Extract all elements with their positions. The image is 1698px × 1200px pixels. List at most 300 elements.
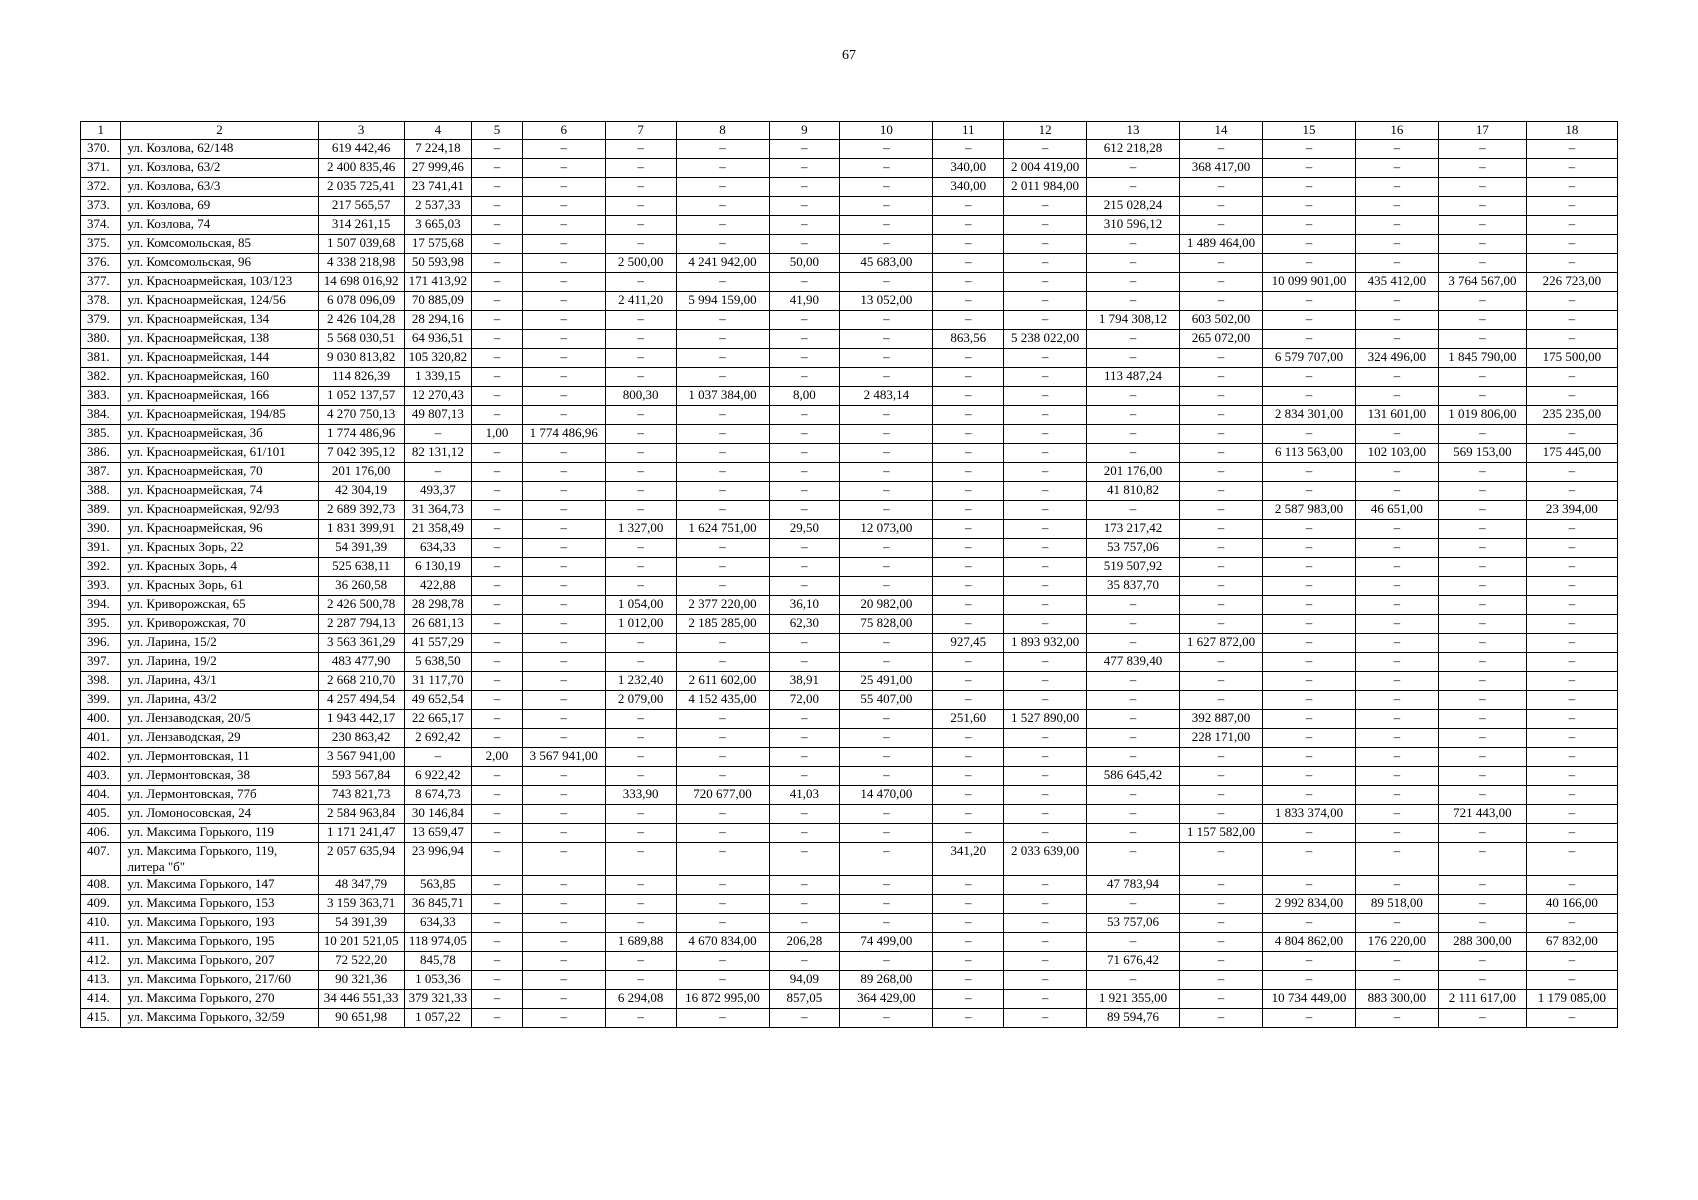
value-cell: –: [840, 710, 933, 729]
row-number: 402.: [81, 748, 121, 767]
value-cell: –: [1355, 387, 1438, 406]
value-cell: –: [769, 895, 840, 914]
value-cell: –: [1004, 824, 1087, 843]
table-body: [81, 122, 1618, 1028]
value-cell: –: [769, 216, 840, 235]
value-cell: 340,00: [933, 178, 1004, 197]
row-number: 382.: [81, 368, 121, 387]
table-row: [81, 197, 1618, 216]
value-cell: –: [522, 216, 605, 235]
table-row: [81, 235, 1618, 254]
value-cell: 340,00: [933, 159, 1004, 178]
value-cell: 38,91: [769, 672, 840, 691]
value-cell: 863,56: [933, 330, 1004, 349]
value-cell: –: [1180, 615, 1263, 634]
value-cell: –: [1355, 311, 1438, 330]
value-cell: –: [676, 577, 769, 596]
value-cell: 1 845 790,00: [1438, 349, 1526, 368]
value-cell: 50,00: [769, 254, 840, 273]
value-cell: –: [605, 178, 676, 197]
table-row: [81, 349, 1618, 368]
value-cell: –: [605, 876, 676, 895]
value-cell: –: [1180, 368, 1263, 387]
row-number: 415.: [81, 1009, 121, 1028]
value-cell: –: [522, 1009, 605, 1028]
value-cell: –: [522, 971, 605, 990]
table-row: [81, 520, 1618, 539]
value-cell: 341,20: [933, 843, 1004, 876]
value-cell: –: [472, 292, 523, 311]
value-cell: –: [933, 914, 1004, 933]
value-cell: –: [522, 197, 605, 216]
value-cell: –: [676, 843, 769, 876]
column-header: 3: [318, 122, 404, 140]
value-cell: –: [676, 653, 769, 672]
value-cell: –: [676, 235, 769, 254]
value-cell: 2 692,42: [404, 729, 472, 748]
value-cell: –: [933, 805, 1004, 824]
value-cell: –: [1355, 539, 1438, 558]
value-cell: 422,88: [404, 577, 472, 596]
value-cell: –: [472, 843, 523, 876]
value-cell: –: [769, 558, 840, 577]
value-cell: –: [522, 349, 605, 368]
value-cell: –: [1526, 824, 1617, 843]
value-cell: –: [1180, 140, 1263, 159]
value-cell: 1 774 486,96: [522, 425, 605, 444]
value-cell: –: [1004, 653, 1087, 672]
table-row: [81, 914, 1618, 933]
value-cell: –: [1004, 767, 1087, 786]
value-cell: –: [1004, 786, 1087, 805]
value-cell: –: [1087, 425, 1180, 444]
value-cell: –: [1087, 634, 1180, 653]
value-cell: 6 078 096,09: [318, 292, 404, 311]
value-cell: –: [840, 444, 933, 463]
value-cell: 2 500,00: [605, 254, 676, 273]
row-number: 409.: [81, 895, 121, 914]
value-cell: –: [1526, 292, 1617, 311]
table-row: [81, 558, 1618, 577]
column-header: 7: [605, 122, 676, 140]
value-cell: 94,09: [769, 971, 840, 990]
value-cell: –: [1180, 767, 1263, 786]
value-cell: –: [1180, 672, 1263, 691]
value-cell: 1 833 374,00: [1262, 805, 1355, 824]
column-header: 15: [1262, 122, 1355, 140]
value-cell: –: [1004, 876, 1087, 895]
value-cell: 612 218,28: [1087, 140, 1180, 159]
address-cell: ул. Максима Горького, 207: [121, 952, 318, 971]
address-cell: ул. Красных Зорь, 22: [121, 539, 318, 558]
value-cell: –: [1526, 387, 1617, 406]
value-cell: –: [769, 235, 840, 254]
value-cell: –: [1355, 577, 1438, 596]
value-cell: –: [676, 368, 769, 387]
table-row: [81, 330, 1618, 349]
value-cell: 2 057 635,94: [318, 843, 404, 876]
value-cell: –: [933, 767, 1004, 786]
value-cell: –: [840, 463, 933, 482]
value-cell: –: [933, 368, 1004, 387]
value-cell: –: [1004, 615, 1087, 634]
value-cell: 230 863,42: [318, 729, 404, 748]
value-cell: –: [605, 311, 676, 330]
value-cell: –: [1180, 425, 1263, 444]
value-cell: –: [605, 767, 676, 786]
row-number: 406.: [81, 824, 121, 843]
value-cell: 113 487,24: [1087, 368, 1180, 387]
value-cell: 392 887,00: [1180, 710, 1263, 729]
value-cell: –: [1180, 254, 1263, 273]
value-cell: 603 502,00: [1180, 311, 1263, 330]
value-cell: 6 294,08: [605, 990, 676, 1009]
value-cell: –: [676, 273, 769, 292]
value-cell: 12 073,00: [840, 520, 933, 539]
value-cell: 54 391,39: [318, 539, 404, 558]
value-cell: 23 996,94: [404, 843, 472, 876]
value-cell: 6 113 563,00: [1262, 444, 1355, 463]
value-cell: –: [840, 914, 933, 933]
value-cell: –: [933, 235, 1004, 254]
value-cell: –: [1355, 914, 1438, 933]
value-cell: –: [1262, 425, 1355, 444]
table-row: [81, 368, 1618, 387]
value-cell: 6 130,19: [404, 558, 472, 577]
value-cell: –: [1004, 235, 1087, 254]
value-cell: –: [1087, 501, 1180, 520]
value-cell: 114 826,39: [318, 368, 404, 387]
value-cell: 721 443,00: [1438, 805, 1526, 824]
value-cell: –: [1355, 178, 1438, 197]
value-cell: –: [1526, 843, 1617, 876]
value-cell: –: [1438, 463, 1526, 482]
row-number: 412.: [81, 952, 121, 971]
value-cell: –: [1526, 254, 1617, 273]
value-cell: –: [1438, 824, 1526, 843]
value-cell: –: [1262, 216, 1355, 235]
value-cell: –: [1262, 292, 1355, 311]
address-cell: ул. Красноармейская, 134: [121, 311, 318, 330]
value-cell: 1 054,00: [605, 596, 676, 615]
table-row: [81, 805, 1618, 824]
value-cell: –: [1004, 914, 1087, 933]
row-number: 375.: [81, 235, 121, 254]
value-cell: –: [1526, 691, 1617, 710]
value-cell: 2 377 220,00: [676, 596, 769, 615]
value-cell: –: [933, 197, 1004, 216]
value-cell: –: [1087, 292, 1180, 311]
table-row: [81, 178, 1618, 197]
value-cell: –: [1355, 615, 1438, 634]
table-row: [81, 444, 1618, 463]
value-cell: –: [1438, 748, 1526, 767]
column-header: 1: [81, 122, 121, 140]
value-cell: 569 153,00: [1438, 444, 1526, 463]
value-cell: –: [1087, 254, 1180, 273]
value-cell: –: [605, 140, 676, 159]
table-row: [81, 952, 1618, 971]
table-row: [81, 1009, 1618, 1028]
value-cell: 2 668 210,70: [318, 672, 404, 691]
value-cell: 47 783,94: [1087, 876, 1180, 895]
value-cell: –: [1355, 672, 1438, 691]
value-cell: –: [472, 805, 523, 824]
value-cell: 1 057,22: [404, 1009, 472, 1028]
value-cell: –: [1087, 971, 1180, 990]
value-cell: 26 681,13: [404, 615, 472, 634]
address-cell: ул. Красноармейская, 96: [121, 520, 318, 539]
value-cell: –: [676, 748, 769, 767]
value-cell: –: [605, 653, 676, 672]
value-cell: –: [1004, 596, 1087, 615]
value-cell: 2 185 285,00: [676, 615, 769, 634]
value-cell: –: [1180, 596, 1263, 615]
value-cell: 55 407,00: [840, 691, 933, 710]
value-cell: –: [1438, 895, 1526, 914]
value-cell: –: [605, 444, 676, 463]
value-cell: 41,90: [769, 292, 840, 311]
table-row: [81, 387, 1618, 406]
value-cell: –: [840, 653, 933, 672]
value-cell: –: [472, 1009, 523, 1028]
value-cell: 90 321,36: [318, 971, 404, 990]
value-cell: –: [522, 786, 605, 805]
value-cell: –: [1526, 748, 1617, 767]
value-cell: –: [522, 933, 605, 952]
value-cell: 1 831 399,91: [318, 520, 404, 539]
value-cell: –: [1355, 843, 1438, 876]
value-cell: –: [522, 539, 605, 558]
value-cell: –: [1087, 691, 1180, 710]
value-cell: –: [472, 914, 523, 933]
value-cell: –: [522, 805, 605, 824]
value-cell: –: [769, 425, 840, 444]
address-cell: ул. Красноармейская, 138: [121, 330, 318, 349]
value-cell: –: [1526, 197, 1617, 216]
value-cell: 21 358,49: [404, 520, 472, 539]
value-cell: –: [522, 653, 605, 672]
row-number: 413.: [81, 971, 121, 990]
value-cell: –: [1180, 178, 1263, 197]
value-cell: 2 611 602,00: [676, 672, 769, 691]
value-cell: –: [1262, 729, 1355, 748]
value-cell: –: [522, 368, 605, 387]
value-cell: 3 563 361,29: [318, 634, 404, 653]
value-cell: –: [522, 292, 605, 311]
value-cell: –: [605, 197, 676, 216]
value-cell: –: [1438, 971, 1526, 990]
value-cell: –: [933, 933, 1004, 952]
value-cell: 2 537,33: [404, 197, 472, 216]
value-cell: –: [1526, 952, 1617, 971]
value-cell: 67 832,00: [1526, 933, 1617, 952]
value-cell: –: [605, 539, 676, 558]
value-cell: 845,78: [404, 952, 472, 971]
value-cell: –: [933, 140, 1004, 159]
value-cell: –: [605, 824, 676, 843]
address-cell: ул. Максима Горького, 147: [121, 876, 318, 895]
value-cell: –: [1004, 387, 1087, 406]
value-cell: 493,37: [404, 482, 472, 501]
value-cell: –: [1180, 197, 1263, 216]
row-number: 384.: [81, 406, 121, 425]
value-cell: 71 676,42: [1087, 952, 1180, 971]
table-row: [81, 691, 1618, 710]
value-cell: –: [1262, 159, 1355, 178]
value-cell: –: [472, 672, 523, 691]
row-number: 397.: [81, 653, 121, 672]
value-cell: –: [769, 876, 840, 895]
address-cell: ул. Красноармейская, 103/123: [121, 273, 318, 292]
value-cell: 314 261,15: [318, 216, 404, 235]
value-cell: –: [1180, 558, 1263, 577]
value-cell: 251,60: [933, 710, 1004, 729]
column-header: 5: [472, 122, 523, 140]
value-cell: –: [522, 843, 605, 876]
value-cell: –: [840, 1009, 933, 1028]
value-cell: –: [522, 767, 605, 786]
value-cell: –: [1087, 273, 1180, 292]
table-row: [81, 292, 1618, 311]
value-cell: 519 507,92: [1087, 558, 1180, 577]
value-cell: –: [840, 895, 933, 914]
value-cell: –: [1526, 140, 1617, 159]
value-cell: –: [933, 311, 1004, 330]
value-cell: –: [1262, 463, 1355, 482]
value-cell: 29,50: [769, 520, 840, 539]
value-cell: 36,10: [769, 596, 840, 615]
value-cell: –: [1355, 216, 1438, 235]
value-cell: –: [1355, 197, 1438, 216]
value-cell: 22 665,17: [404, 710, 472, 729]
value-cell: 1 052 137,57: [318, 387, 404, 406]
table-row: [81, 824, 1618, 843]
value-cell: –: [1355, 786, 1438, 805]
value-cell: –: [1180, 805, 1263, 824]
value-cell: 2 400 835,46: [318, 159, 404, 178]
value-cell: –: [1526, 914, 1617, 933]
address-cell: ул. Максима Горького, 270: [121, 990, 318, 1009]
value-cell: –: [1526, 876, 1617, 895]
value-cell: –: [605, 577, 676, 596]
value-cell: –: [1004, 406, 1087, 425]
table-row: [81, 577, 1618, 596]
value-cell: –: [605, 159, 676, 178]
value-cell: –: [404, 463, 472, 482]
value-cell: 4 257 494,54: [318, 691, 404, 710]
value-cell: 1 157 582,00: [1180, 824, 1263, 843]
value-cell: –: [1438, 710, 1526, 729]
value-cell: 175 500,00: [1526, 349, 1617, 368]
value-cell: –: [472, 971, 523, 990]
value-cell: –: [1355, 425, 1438, 444]
row-number: 403.: [81, 767, 121, 786]
row-number: 380.: [81, 330, 121, 349]
address-cell: ул. Козлова, 62/148: [121, 140, 318, 159]
value-cell: –: [1262, 843, 1355, 876]
value-cell: –: [1004, 292, 1087, 311]
value-cell: 17 575,68: [404, 235, 472, 254]
value-cell: 74 499,00: [840, 933, 933, 952]
value-cell: –: [522, 387, 605, 406]
value-cell: 89 268,00: [840, 971, 933, 990]
value-cell: –: [472, 159, 523, 178]
value-cell: –: [1438, 653, 1526, 672]
value-cell: –: [1262, 971, 1355, 990]
value-cell: –: [769, 273, 840, 292]
value-cell: –: [933, 387, 1004, 406]
value-cell: 23 394,00: [1526, 501, 1617, 520]
value-cell: 1 489 464,00: [1180, 235, 1263, 254]
value-cell: –: [472, 691, 523, 710]
row-number: 372.: [81, 178, 121, 197]
value-cell: –: [840, 330, 933, 349]
row-number: 396.: [81, 634, 121, 653]
value-cell: –: [522, 254, 605, 273]
address-cell: ул. Козлова, 63/2: [121, 159, 318, 178]
value-cell: 1 053,36: [404, 971, 472, 990]
value-cell: –: [769, 330, 840, 349]
table-row: [81, 425, 1618, 444]
column-header: 8: [676, 122, 769, 140]
value-cell: 4 152 435,00: [676, 691, 769, 710]
value-cell: 13 052,00: [840, 292, 933, 311]
value-cell: –: [933, 786, 1004, 805]
value-cell: –: [769, 197, 840, 216]
address-cell: ул. Красноармейская, 194/85: [121, 406, 318, 425]
address-cell: ул. Козлова, 69: [121, 197, 318, 216]
value-cell: –: [933, 444, 1004, 463]
value-cell: 563,85: [404, 876, 472, 895]
row-number: 407.: [81, 843, 121, 876]
value-cell: –: [472, 311, 523, 330]
value-cell: –: [1438, 729, 1526, 748]
value-cell: –: [1180, 463, 1263, 482]
value-cell: 379 321,33: [404, 990, 472, 1009]
value-cell: 27 999,46: [404, 159, 472, 178]
table-row: [81, 710, 1618, 729]
address-cell: ул. Красноармейская, 3б: [121, 425, 318, 444]
value-cell: –: [1180, 952, 1263, 971]
value-cell: 525 638,11: [318, 558, 404, 577]
value-cell: –: [1262, 577, 1355, 596]
value-cell: –: [933, 729, 1004, 748]
row-number: 378.: [81, 292, 121, 311]
value-cell: 5 638,50: [404, 653, 472, 672]
value-cell: –: [1004, 805, 1087, 824]
value-cell: –: [933, 577, 1004, 596]
value-cell: 62,30: [769, 615, 840, 634]
value-cell: –: [1004, 216, 1087, 235]
value-cell: –: [605, 748, 676, 767]
value-cell: –: [1262, 558, 1355, 577]
value-cell: –: [676, 425, 769, 444]
value-cell: 4 338 218,98: [318, 254, 404, 273]
value-cell: 1 339,15: [404, 368, 472, 387]
value-cell: 23 741,41: [404, 178, 472, 197]
value-cell: –: [1004, 197, 1087, 216]
address-cell: ул. Комсомольская, 96: [121, 254, 318, 273]
row-number: 410.: [81, 914, 121, 933]
value-cell: 1 037 384,00: [676, 387, 769, 406]
row-number: 383.: [81, 387, 121, 406]
table-row: [81, 254, 1618, 273]
value-cell: –: [1438, 786, 1526, 805]
value-cell: –: [522, 235, 605, 254]
value-cell: –: [1262, 914, 1355, 933]
value-cell: –: [933, 539, 1004, 558]
